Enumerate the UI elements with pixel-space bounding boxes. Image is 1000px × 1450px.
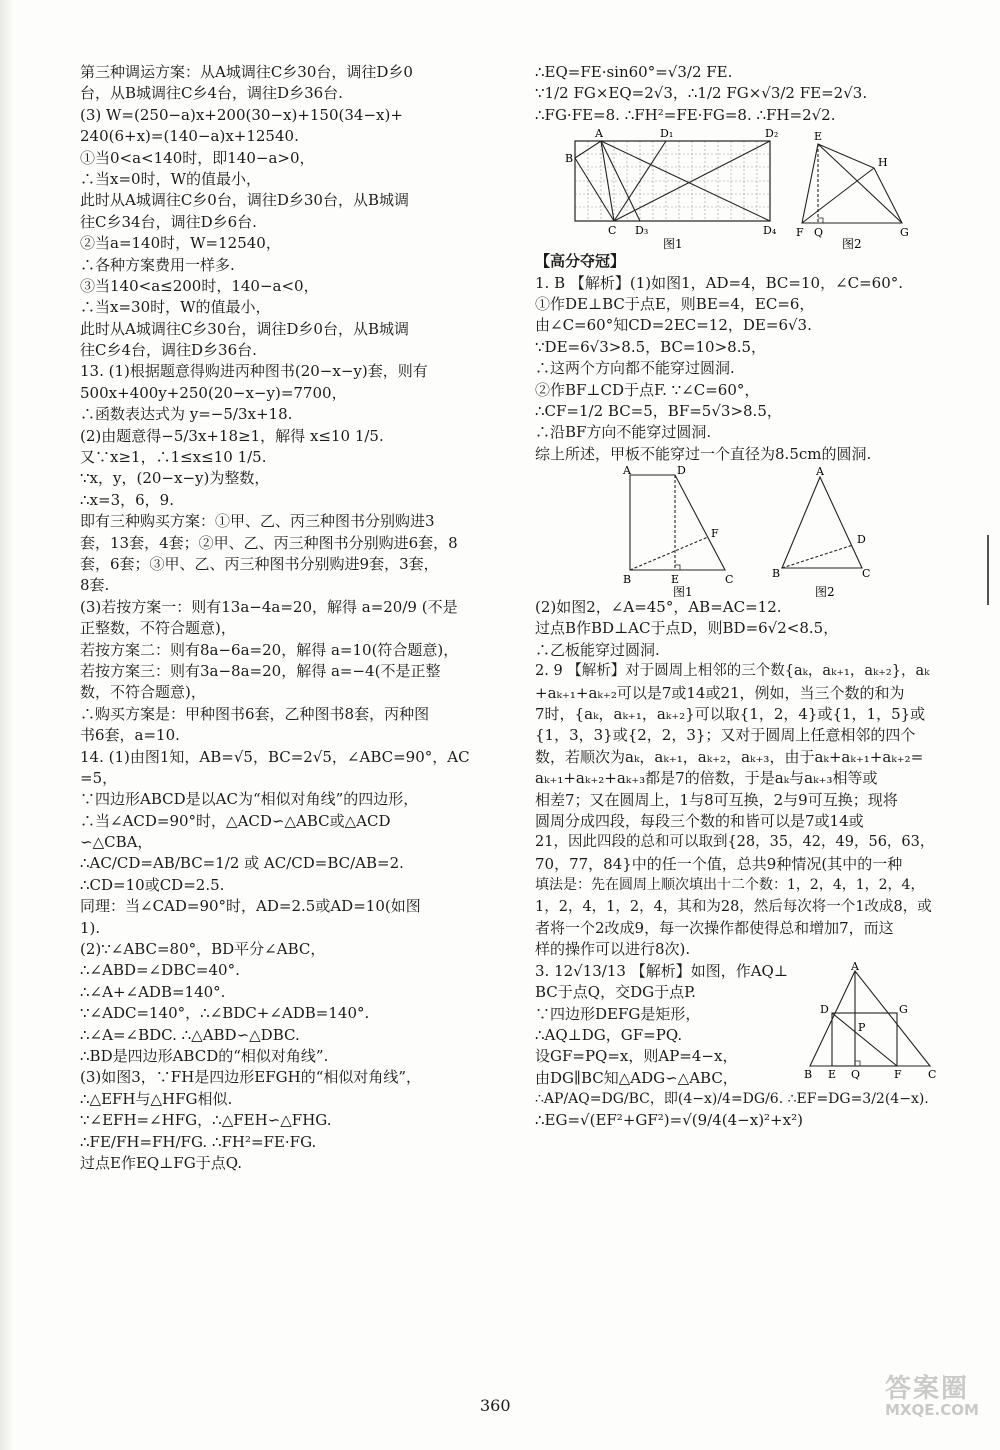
text-line: 14. (1)由图1知，AB=√5，BC=2√5，∠ABC=90°，AC (80, 747, 470, 766)
text-line: 2. 9 【解析】对于圆周上相邻的三个数{aₖ，aₖ₊₁，aₖ₊₂}，aₖ (535, 663, 930, 680)
answer-block-top (535, 62, 935, 126)
text-line: 此时从A城调往C乡0台，调往D乡30台，从B城调 (80, 191, 409, 210)
q3-label: G (899, 1002, 908, 1016)
text-line: ∵1/2 FG×EQ=2√3，∴1/2 FG×√3/2 FE=2√3. (535, 84, 868, 103)
text-line: 套，13套，4套；②甲、乙、丙三种图书分别购进6套，8 (80, 533, 458, 552)
figure-row-mid (535, 465, 935, 597)
text-line: 【高分夺冠】 (535, 252, 626, 271)
text-line: {1，3，3}或{2，2，3}；又对于圆周上任意相邻的四个 (535, 726, 916, 745)
q3-label: P (858, 1020, 866, 1034)
trap-label: E (671, 573, 680, 587)
trap-label: D (677, 465, 686, 478)
quad-label: H (878, 156, 888, 170)
triangle-figure (760, 465, 890, 597)
text-line: ∴这两个方向都不能穿过圆洞. (535, 359, 735, 378)
text-line: 若按方案二：则有8a−6a=20，解得 a=10(符合题意)， (80, 640, 459, 659)
text-line: =5， (80, 768, 118, 787)
watermark-text: 答案圈 (885, 1374, 970, 1404)
text-line: 7时，{aₖ，aₖ₊₁，aₖ₊₂}可以取{1，2，4}或{1，1，5}或 (535, 705, 926, 724)
text-line: (3) W=(250−a)x+200(30−x)+150(34−x)+ (80, 105, 403, 124)
trap-label: A (623, 465, 631, 478)
watermark-url: MXQE.COM (885, 1401, 979, 1419)
text-line: 1，2，4，1，2，4，其和为28，然后每次将一个1改成8，或 (535, 898, 932, 915)
text-line: ①作DE⊥BC于点E，则BE=4，EC=6， (535, 294, 815, 313)
q3-label: F (894, 1067, 902, 1081)
watermark (885, 1368, 985, 1428)
text-line: ∵∠EFH=∠HFG，∴△FEH∽△FHG. (80, 1111, 332, 1130)
quad-label: F (796, 226, 804, 240)
grid-label: D₁ (660, 127, 674, 141)
text-line: BC于点Q，交DG于点P. (535, 983, 696, 1002)
text-line: ∴∠ABD=∠DBC=40°. (80, 961, 240, 980)
text-line: 正整数，不符合题意)， (80, 619, 236, 638)
tri-label: D (857, 533, 866, 547)
figure-caption: 图2 (842, 237, 862, 252)
grid-figure (565, 126, 805, 251)
text-line: 第三种调运方案：从A城调往C乡30台，调往D乡0 (80, 63, 413, 81)
text-line: ∵DE=6√3>8.5，BC=10>8.5， (535, 337, 767, 356)
text-line: ∴CF=1/2 BC=5，BF=5√3>8.5， (535, 401, 782, 420)
figure-caption: 图2 (815, 585, 835, 598)
figure-caption: 图1 (663, 237, 683, 252)
text-line: ∴当x=30时，W的值最小， (80, 298, 271, 317)
text-line: (2)如图2，∠A=45°，AB=AC=12. (535, 598, 782, 617)
q3-label: A (851, 960, 859, 973)
text-line: 数，若顺次为aₖ，aₖ₊₁，aₖ₊₂，aₖ₊₃，由于aₖ+aₖ₊₁+aₖ₊₂= (535, 747, 924, 766)
q3-label: E (828, 1067, 837, 1081)
text-line: 者将一个2改成9，每一次操作都使得总和增加7，而这 (535, 918, 894, 937)
text-line: 即有三种购买方案：①甲、乙、丙三种图书分别购进3 (80, 512, 435, 531)
quad-label: E (814, 130, 823, 144)
scan-mark (987, 535, 989, 605)
text-line: ∴EQ=FE·sin60°=√3/2 FE. (535, 63, 733, 81)
text-line: ∵x，y，(20−x−y)为整数， (80, 469, 270, 488)
text-line: ∴函数表达式为 y=−5/3x+18. (80, 405, 293, 424)
rectangle-in-triangle-figure (800, 961, 940, 1081)
text-line: ∴FG·FE=8. ∴FH²=FE·FG=8. ∴FH=2√2. (535, 105, 836, 124)
text-line: 1. B 【解析】(1)如图1，AD=4，BC=10，∠C=60°. (535, 273, 904, 292)
text-line: ∴AP/AQ=DG/BC，即(4−x)/4=DG/6. ∴EF=DG=3/2(4−x). (535, 1091, 929, 1108)
text-line: 填法是：先在圆周上顺次填出十二个数：1，2，4，1，2，4， (535, 877, 925, 894)
right-column (535, 62, 935, 1151)
text-line: (3)如图3，∵FH是四边形EFGH的“相似对角线”， (80, 1068, 422, 1087)
text-line: 70，77，84}中的任一个值，总共9种情况(其中的一种 (535, 854, 903, 873)
answer-block-bottom (535, 597, 935, 961)
q3-label: D (820, 1002, 829, 1016)
text-line: 往C乡34台，调往D乡6台. (80, 212, 257, 231)
text-line: ∴△EFH与△HFG相似. (80, 1089, 233, 1108)
q3-label: B (804, 1067, 813, 1081)
trap-label: C (725, 573, 734, 587)
text-line: 若按方案三：则有3a−8a=20，解得 a=−4(不是正整 (80, 661, 441, 680)
text-line: ∵四边形ABCD是以AC为“相似对角线”的四边形， (80, 790, 419, 809)
text-line: 往C乡4台，调往D乡36台. (80, 341, 257, 360)
text-line: 500x+400y+250(20−x−y)=7700， (80, 383, 347, 402)
answer-block-mid (535, 251, 935, 465)
text-line: ∵四边形DEFG是矩形， (535, 1004, 701, 1023)
text-line: ∴购买方案是：甲种图书6套，乙种图书8套，丙种图 (80, 704, 430, 723)
tri-label: B (772, 567, 781, 581)
text-line: 样的操作可以进行8次). (535, 940, 691, 959)
text-line: aₖ₊₁+aₖ₊₂+aₖ₊₃都是7的倍数，于是aₖ与aₖ₊₃相等或 (535, 769, 878, 788)
text-line: ②当a=140时，W=12540， (80, 234, 281, 253)
text-line: 由DG∥BC知△ADG∽△ABC， (535, 1068, 738, 1087)
text-line: 套，6套；③甲、乙、丙三种图书分别购进9套，3套， (80, 554, 439, 573)
text-line: ∴CD=10或CD=2.5. (80, 875, 225, 894)
text-line: ∴∠A=∠BDC. ∴△ABD∽△DBC. (80, 1025, 300, 1044)
figure-row-top (535, 126, 935, 251)
figure-caption: 图1 (673, 585, 693, 598)
text-line: ∴x=3，6，9. (80, 490, 174, 509)
text-line: ∴AQ⊥DG，GF=PQ. (535, 1025, 683, 1044)
tri-label: C (862, 567, 871, 581)
text-line: ①当0<a<140时，即140−a>0， (80, 148, 315, 167)
text-line: 设GF=PQ=x，则AP=4−x， (535, 1047, 738, 1066)
text-line: 8套. (80, 576, 110, 595)
trapezoid-figure (615, 465, 775, 597)
text-line: 又∵x≥1，∴1≤x≤10 1/5. (80, 448, 267, 467)
left-column (80, 62, 500, 1174)
trap-label: B (623, 573, 632, 587)
text-line: 综上所述，甲板不能穿过一个直径为8.5cm的圆洞. (535, 444, 872, 463)
quad-label: Q (814, 226, 824, 240)
grid-label: D₃ (635, 224, 649, 238)
grid-label: D₂ (765, 127, 779, 141)
text-line: ∴当x=0时，W的值最小， (80, 169, 261, 188)
text-line: ∴当∠ACD=90°时，△ACD∽△ABC或△ACD (80, 811, 391, 830)
text-line: +aₖ₊₁+aₖ₊₂可以是7或14或21，例如，当三个数的和为 (535, 683, 905, 702)
text-line: ∴各种方案费用一样多. (80, 255, 235, 274)
text-line: 同理：当∠CAD=90°时，AD=2.5或AD=10(如图 (80, 897, 421, 916)
grid-label: B (565, 152, 574, 166)
text-line: 圆周分成四段，每段三个数的和皆可以是7或14或 (535, 811, 864, 830)
quadrilateral-figure (790, 126, 920, 251)
text-line: 数，不符合题意)， (80, 683, 206, 702)
trap-label: F (711, 527, 719, 541)
grid-label: D₄ (763, 224, 777, 238)
text-line: ∴EG=√(EF²+GF²)=√(9/4(4−x)²+x²) (535, 1111, 803, 1130)
tri-label: A (816, 465, 824, 479)
grid-label: A (595, 127, 603, 141)
text-line: ∴AC/CD=AB/BC=1/2 或 AC/CD=BC/AB=2. (80, 854, 404, 873)
grid-label: C (608, 224, 617, 238)
q3-label: C (928, 1067, 937, 1081)
text-line: 台，从B城调往C乡4台，调往D乡36台. (80, 84, 343, 103)
text-line: (3)若按方案一：则有13a−4a=20，解得 a=20/9 (不是 (80, 597, 458, 616)
q3-label: Q (851, 1067, 861, 1081)
text-line: (2)由题意得−5/3x+18≥1，解得 x≤10 1/5. (80, 426, 384, 445)
text-line: 书6套，a=10. (80, 726, 180, 745)
text-line: ∴沿BF方向不能穿过圆洞. (535, 423, 712, 442)
page-number: 360 (480, 1396, 511, 1415)
page-edge-shadow (0, 0, 14, 1450)
text-line: ∴FE/FH=FH/FG. ∴FH²=FE·FG. (80, 1132, 317, 1151)
text-line: ∴乙板能穿过圆洞. (535, 640, 660, 659)
quad-label: G (900, 226, 909, 240)
text-line: 1). (80, 918, 101, 937)
text-line: 过点E作EQ⊥FG于点Q. (80, 1153, 243, 1172)
text-line: 过点B作BD⊥AC于点D，则BD=6√2<8.5， (535, 619, 839, 638)
text-line: 由∠C=60°知CD=2EC=12，DE=6√3. (535, 316, 812, 335)
text-line: 13. (1)根据题意得购进丙种图书(20−x−y)套，则有 (80, 362, 428, 381)
text-line: ③当140<a≤200时，140−a<0， (80, 276, 319, 295)
text-line: 此时从A城调往C乡30台，调往D乡0台，从B城调 (80, 319, 409, 338)
text-line: 240(6+x)=(140−a)x+12540. (80, 127, 299, 146)
text-line: (2)∵∠ABC=80°，BD平分∠ABC， (80, 940, 326, 959)
text-line: 3. 12√13/13 【解析】如图，作AQ⊥ (535, 961, 788, 980)
text-line: 相差7；又在圆周上，1与8可互换，2与9可互换；现将 (535, 790, 898, 809)
text-line: ②作BF⊥CD于点F. ∵∠C=60°， (535, 380, 760, 399)
text-line: ∴∠A+∠ADB=140°. (80, 982, 226, 1001)
question-3 (535, 961, 935, 1151)
text-line: ∵∠ADC=140°，∴∠BDC+∠ADB=140°. (80, 1004, 370, 1023)
text-line: ∽△CBA， (80, 833, 153, 852)
text-line: 21，因此四段的总和可以取到{28，35，42，49，56，63， (535, 834, 935, 851)
text-line: ∴BD是四边形ABCD的“相似对角线”. (80, 1046, 329, 1065)
